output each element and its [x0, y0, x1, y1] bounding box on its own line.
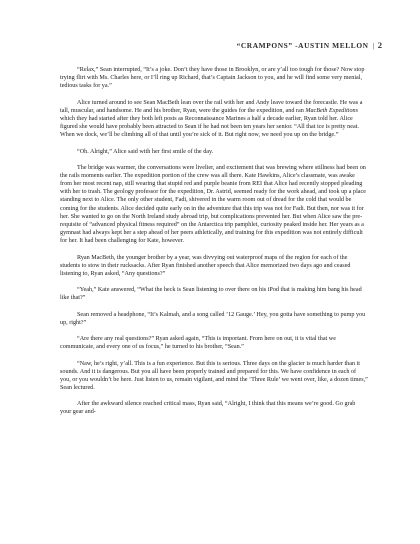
paragraph-2-part-2: which they had started after they both left posts as Reconnaissance Marines a half a decade earlier, Ryan told her. Alice figured she would have probably been attracted to Sean if he had not been ten years her senior. “All that ice is pretty neat. When we dock, we’ll be climbing all of that until you’re sick of it. But right now, we need you up on the bridge.” — [60, 115, 359, 139]
paragraph-5: Ryan MacBeth, the younger brother by a year, was divvying out waterproof maps of the region for each of the students to stow in their rucksacks. After Ryan finished another speech that Alice memorized two days ago and ceased listening to, Ryan asked, “Any questions?” — [60, 254, 351, 277]
header-separator: | — [372, 40, 375, 50]
company-name-italic: MacBeth Expeditions — [305, 107, 359, 114]
running-title: “CRAMPONS” -AUSTIN MELLON — [236, 40, 369, 50]
paragraph-1: “Relax,” Sean interrupted, “It’s a joke. Don’t they have those in Brooklyn, or are y’all too tough for those? Now stop trying flirt with Ms. Charles here, or I’ll ring up Richard, that’s Captain Jackson to you, and he will find some very menial, tedious tasks for ya.” — [60, 67, 365, 90]
paragraph-7: Sean removed a headphone, “It’s Kalmah, and a song called ’12 Gauge.’ Hey, you gotta have something to pump you up, right?” — [60, 311, 366, 326]
running-header — [237, 40, 382, 50]
paragraph-2-part-1: Alice turned around to see Sean MacBeth lean over the rail with her and Andy leave toward the forecastle. He was a tall, muscular, and handsome. He and his brother, Ryan, were the guides for the expedition, and ran — [60, 99, 363, 114]
paragraph-9: “Naw, he’s right, y’all. This is a fun experience. But this is serious. Three days on the glacier is much harder than it sounds. And it is dangerous. But you all have been properly trained and prepared for this. We have confidence in each of you, or you wouldn’t be here. Just listen to us, remain vigilant, and mind the ‘Three Rule’ we went over, like, a dozen times,” Sean lectured. — [60, 360, 368, 391]
paragraph-8: “Are there any real questions?” Ryan asked again, “This is important. From here on out, it is vital that we communicate, and every one of us focus,” he turned to his brother, “Sean.” — [60, 336, 336, 351]
page-number: 2 — [377, 40, 382, 50]
paragraph-10: After the awkward silence reached critical mass, Ryan said, “Alright, I think that this means we’re good. Go grab your gear and- — [60, 401, 356, 416]
paragraph-6: “Yeah,” Kate answered, “What the heck is Sean listening to over there on his iPod that is making him bang his head like that?” — [60, 287, 362, 302]
paragraph-2 — [60, 99, 368, 140]
paragraph-3: “Oh. Alright,” Alice said with her first smile of the day. — [77, 148, 214, 155]
document-body — [60, 66, 368, 425]
paragraph-4: The bridge was warmer, the conversations were livelier, and excitement that was brewing where stillness had been on the rails moments earlier. The expedition portion of the crew was all there. Kate Hawkins, Alice’s classmate, was awake from her most recent nap, still wearing that stupid red and purple beanie from REI that Alice had recently stopped pleading with her to trash. The geology professor for the expedition, Dr. Astrid, seemed ready for the work ahead, and took up a place standing next to Alice. The only other student, Fadi, shivered in the warm room out of dread for the cold that would be coming for the students. Alice decided quite early on in the adventure that this trip was not for Fadi. But then, nor was it for her. She wanted to go on the North Ireland study abroad trip, but complications prevented her. But when Alice saw the pre-requisite of “advanced physical fitness required” on the Antarctica trip pamphlet, curiosity peaked inside her. Her years as a gymnast had always kept her a step ahead of her peers athletically, and training for this expedition was not entirely difficult for her. It had been challenging for Kate, however. — [60, 164, 366, 245]
